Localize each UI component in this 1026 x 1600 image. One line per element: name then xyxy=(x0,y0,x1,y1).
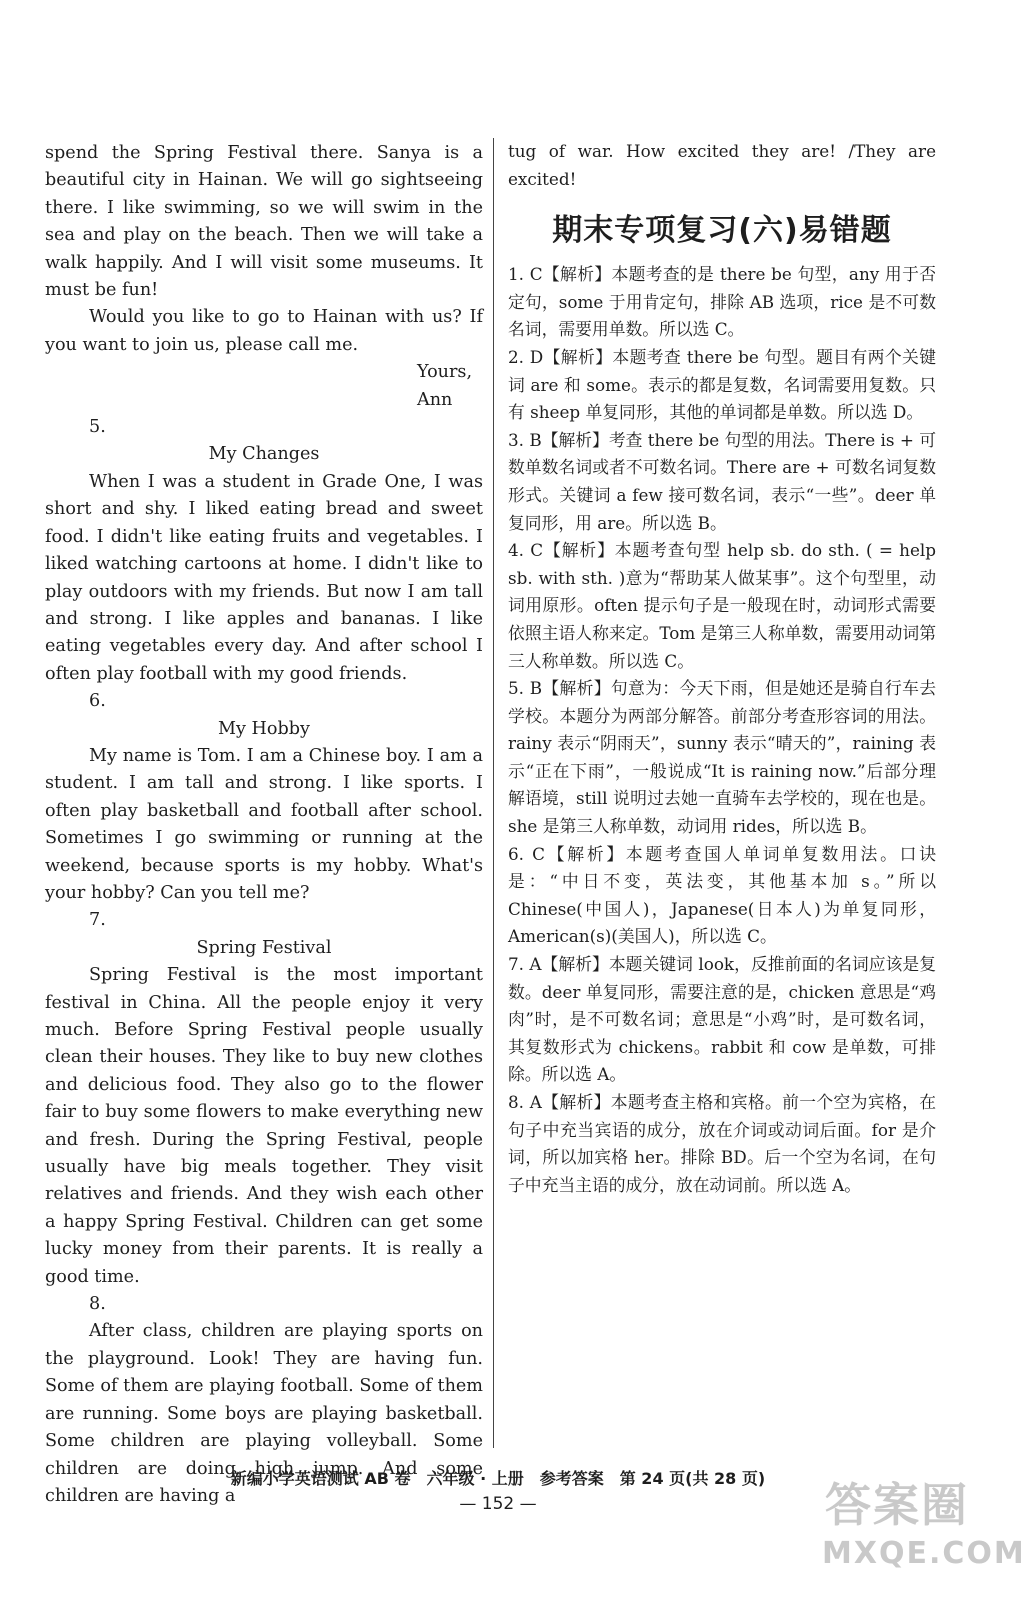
essay-title-5: My Changes xyxy=(208,444,320,465)
essay-body-6: My name is Tom. I am a Chinese boy. I am a student. I am tall and strong. I like sports. I often play basketball and football after school. Sometimes I go swimming or running at the weekend, because sports is my hobby. What's your hobby? Can you tell me? xyxy=(45,745,483,903)
answer-item: 1. C【解析】本题考查的是 there be 句型，any 用于否定句，some 于用肯定句，排除 AB 选项，rice 是不可数名词，需要用单数。所以选 C。 xyxy=(508,264,936,340)
right-column xyxy=(508,138,936,1199)
page-footer-info: 新编小学英语测试 AB 卷 六年级 · 上册 参考答案 第 24 页(共 28 页) xyxy=(230,1469,766,1488)
left-column xyxy=(45,140,483,1510)
essay-number-5: 5. xyxy=(89,417,106,438)
answer-item: 8. A【解析】本题考查主格和宾格。前一个空为宾格，在句子中充当宾语的成分，放在介词或动词后面。for 是介词，所以加宾格 her。排除 BD。后一个空为名词，在句子中充当主语的成分，放在动词前。所以选 A。 xyxy=(508,1092,936,1195)
page-number: — 152 — xyxy=(459,1494,537,1514)
letter-continuation: spend the Spring Festival there. Sanya is a beautiful city in Hainan. We will go sightseeing there. I like swimming, so we will swim in the sea and play on the beach. Then we will take a walk happily. And I will visit some museums. It must be fun! xyxy=(45,143,483,301)
answer-item: 2. D【解析】本题考查 there be 句型。题目有两个关键词 are 和 some。表示的都是复数，名词需要用复数。只有 sheep 单复同形，其他的单词都是单数。所以选 D。 xyxy=(508,346,936,423)
essay-number-7: 7. xyxy=(89,910,106,931)
answer-item: 5. B【解析】句意为：今天下雨，但是她还是骑自行车去学校。本题分为两部分解答。前部分考查形容词的用法。rainy 表示“阴雨天”，sunny 表示“晴天的”，raining 表示“正在下雨”，一般说成“It is raining now.”后部分理解语境，still 说明过去她一直骑车去学校的，现在也是。she 是第三人称单数，动词用 rides，所以选 B。 xyxy=(508,678,936,837)
essay-title-7: Spring Festival xyxy=(196,937,332,958)
answer-item: 3. B【解析】考查 there be 句型的用法。There is + 可数单数名词或者不可数名词。There are + 可数名词复数形式。关键词 a few 接可数名词，表示“一些”。deer 单复同形，用 are。所以选 B。 xyxy=(508,429,936,533)
column-divider xyxy=(493,138,494,1448)
letter-signature: Ann xyxy=(417,389,453,410)
answer-item: 7. A【解析】本题关键词 look，反推前面的名词应该是复数。deer 单复同形，需要注意的是，chicken 意思是“鸡肉”时，是不可数名词；意思是“小鸡”时，是可数名词，其复数形式为 chickens。rabbit 和 cow 是单数，可排除。所以选 A。 xyxy=(508,954,936,1085)
watermark-text-top: 答案圈 xyxy=(825,1478,969,1532)
essay-body-5: When I was a student in Grade One, I was short and shy. I liked eating bread and sweet food. I didn't like eating fruits and vegetables. I liked watching cartoons at home. I didn't like to play outdoors with my friends. But now I am tall and strong. I like apples and bananas. I like eating vegetables every day. And after school I often play football with my good friends. xyxy=(45,471,483,684)
answer-item: 4. C【解析】本题考查句型 help sb. do sth. ( = help sb. with sth. )意为“帮助某人做某事”。这个句型里，动词用原形。often 提示句子是一般现在时，动词形式需要依照主语人称来定。Tom 是第三人称单数，需要用动词第三人称单数。所以选 C。 xyxy=(508,540,936,671)
essay-number-8: 8. xyxy=(89,1294,106,1315)
essay-title-6: My Hobby xyxy=(218,718,310,739)
watermark-text-bottom: MXQE.COM xyxy=(822,1536,1026,1571)
watermark-logo xyxy=(822,1476,1026,1592)
letter-closing: Yours, xyxy=(417,362,473,383)
essay-body-8-continuation: tug of war. How excited they are! /They are excited! xyxy=(508,141,936,189)
letter-paragraph: Would you like to go to Hainan with us? If you want to join us, please call me. xyxy=(45,307,483,355)
answer-item: 6. C【解析】本题考查国人单词单复数用法。口诀是：“中日不变，英法变，其他基本加 s。”所以 Chinese(中国人)，Japanese(日本人)为单复同形，American(s)(美国人)，所以选 C。 xyxy=(508,843,936,947)
section-title: 期末专项复习(六)易错题 xyxy=(552,213,892,249)
essay-body-7: Spring Festival is the most important festival in China. All the people enjoy it very much. Before Spring Festival people usually clean their houses. They like to buy new clothes and delicious food. They also go to the flower fair to buy some flowers to make everything new and fresh. During the Spring Festival, people usually have big meals together. They visit relatives and friends. And they wish each other a happy Spring Festival. Children can get some lucky money from their parents. It is really a good time. xyxy=(45,965,483,1287)
essay-number-6: 6. xyxy=(89,691,106,712)
essay-body-8: After class, children are playing sports on the playground. Look! They are having fun. Some of them are playing football. Some of them are running. Some boys are playing basketball. Some children are playing volleyball. Some children are doing high jump. And some children are having a xyxy=(45,1321,483,1506)
